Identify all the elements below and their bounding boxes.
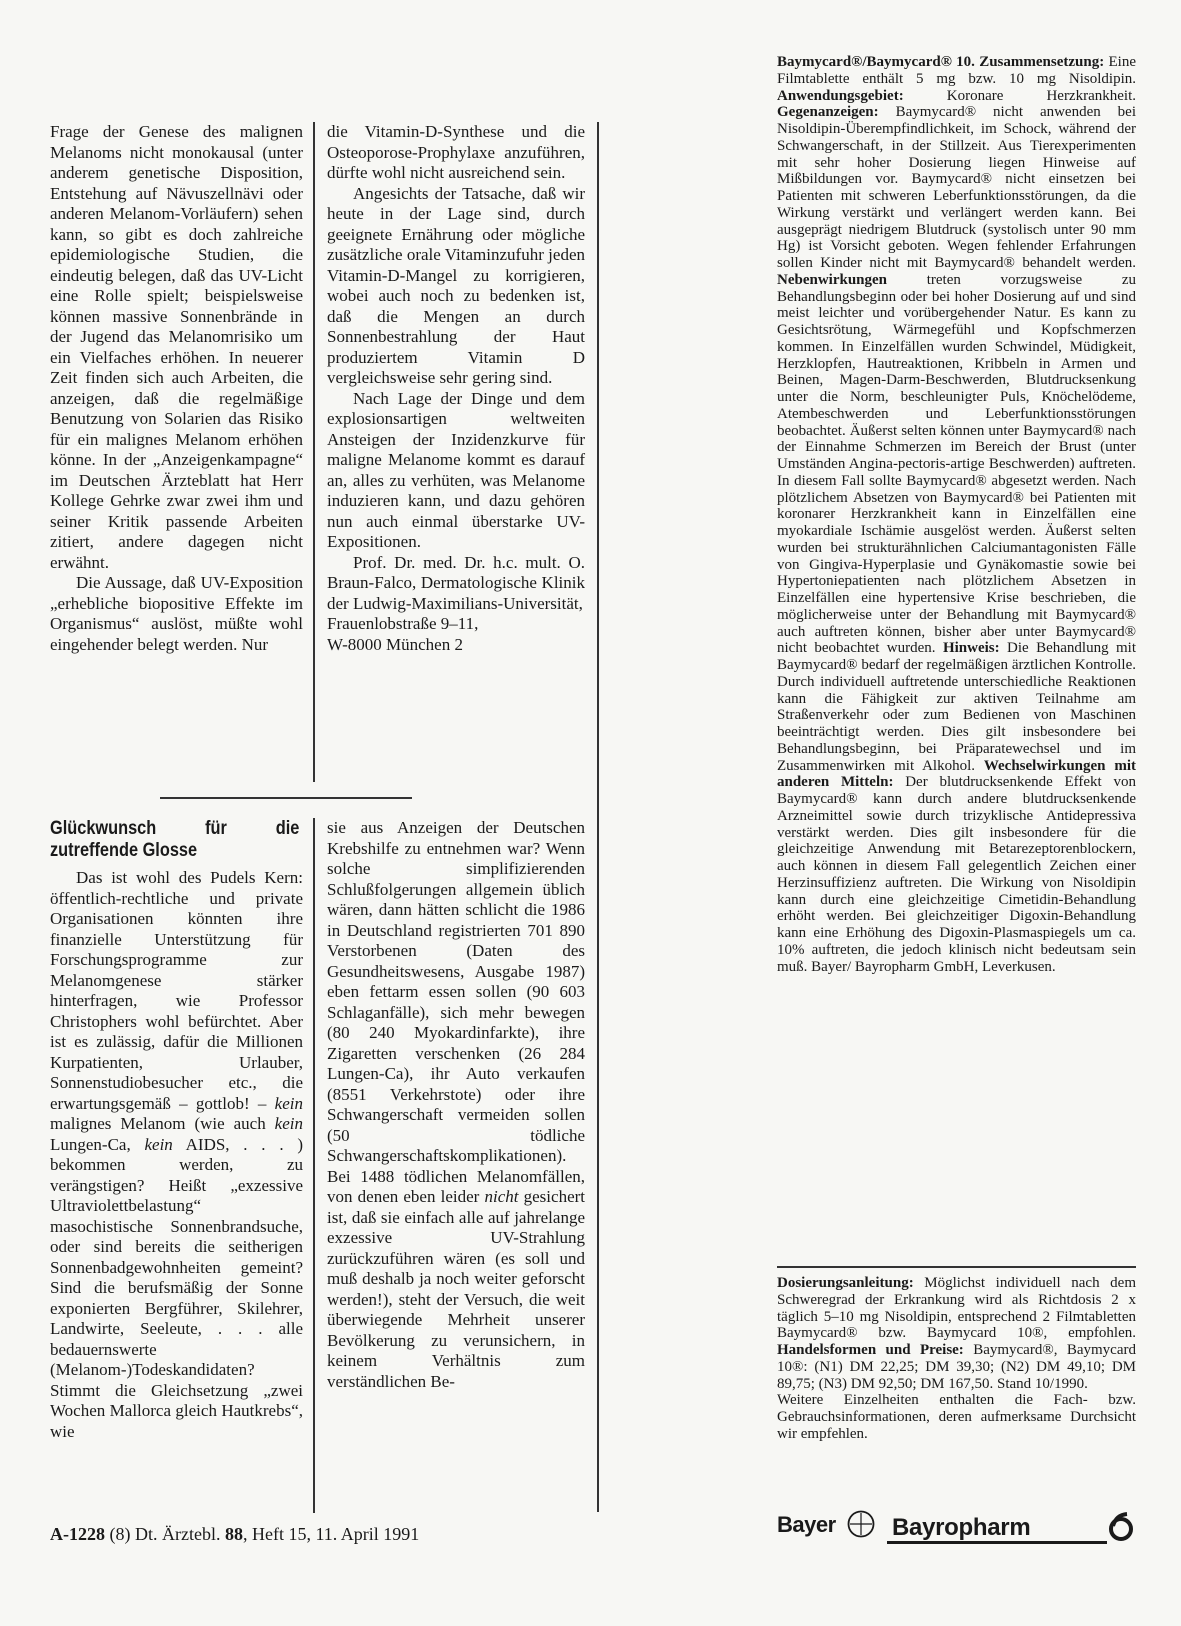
letter1-column-right <box>327 122 585 655</box>
bayer-cross-logo-icon <box>847 1510 875 1538</box>
column-divider <box>313 122 315 782</box>
letter1-paragraph: Frage der Genese des malignen Melanoms nicht monokausal (unter anderem genetische Disposition, Entstehung auf Nävuszellnävi oder anderen Melanom-Vorläufern) sehen kann, so gibt es doch zahlreiche epidemiologische Studien, die eindeutig belegen, daß das UV-Licht eine Rolle spielt; beispielsweise können massive Sonnenbrände in der Jugend das Melanomrisiko um ein Vielfaches erhöhen. In neuerer Zeit finden sich auch Arbeiten, die anzeigen, daß die regelmäßige Benutzung von Solarien das Risiko für ein malignes Melanom erhöhen könne. In der „Anzeigenkampagne“ im Deutschen Ärzteblatt hat Herr Kollege Gehrke zwar zwei ihm und seiner Kritik passende Arbeiten zitiert, andere dagegen nicht erwähnt. <box>50 122 303 572</box>
letter1-signature: Prof. Dr. med. Dr. h.c. mult. O. Braun-Falco, Dermatologische Klinik der Ludwig-Maximilians-Universität, <box>327 552 585 613</box>
letter1-city: W-8000 München 2 <box>327 634 463 654</box>
advertiser-logos <box>777 1510 1136 1546</box>
letter2-headline: Glückwunsch für die zutreffende Glosse <box>50 818 300 861</box>
letter1-paragraph: die Vitamin-D-Synthese und die Osteoporose-Prophylaxe anzuführen, dürfte wohl nicht ausreichend sein. <box>327 122 585 182</box>
letter1-paragraph: Die Aussage, daß UV-Exposition „erhebliche biopositive Effekte im Organismus“ auslöst, müßte wohl eingehender belegt werden. Nur <box>50 573 303 654</box>
drug-info-block: Baymycard®/Baymycard® 10. Zusammensetzung: Eine Filmtablette enthält 5 mg bzw. 10 mg Nisoldipin. Anwendungsgebiet: Koronare Herzkrankheit. Gegenanzeigen: Baymycard® nicht anwenden bei Nisoldipin-Überempfindlichkeit, im Schock, während der Schwangerschaft, in der Stillzeit. Aus Tierexperimenten mit sehr hoher Dosierung liegen Hinweise auf Mißbildungen vor. Baymycard® nicht einsetzen bei Patienten mit schweren Leberfunktionsstörungen, da die Wirkung verstärkt und verlängert werden kann. Bei ausgeprägt niedrigem Blutdruck (systolisch unter 90 mm Hg) ist Vorsicht geboten. Wegen fehlender Erfahrungen sollen Kinder nicht mit Baymycard® behandelt werden. Nebenwirkungen treten vorzugsweise zu Behandlungsbeginn oder bei hoher Dosierung auf und sind meist leichter und vorübergehender Natur. Es kann zu Gesichtsrötung, Wärmegefühl und Kopfschmerzen kommen. In Einzelfällen wurden Schwindel, Müdigkeit, Herzklopfen, Hautreaktionen, Kribbeln in Armen und Beinen, Magen-Darm-Beschwerden, Blutdrucksenkung unter die Norm, beschleunigter Puls, Knöchelödeme, Atembeschwerden und Leberfunktionsstörungen beobachtet. Äußerst selten können unter Baymycard® nach der Einnahme Schmerzen im Bereich der Brust (unter Umständen Angina-pectoris-artige Beschwerden) auftreten. In diesem Fall sollte Baymycard® abgesetzt werden. Nach plötzlichem Absetzen von Baymycard® bei Patienten mit koronarer Herzkrankheit kann in Einzelfällen eine myokardiale Ischämie ausgelöst werden. Äußerst selten wurden bei strukturähnlichen Calciumantagonisten Fälle von Gingiva-Hyperplasie und Gynäkomastie sowie bei Hypertoniepatienten nach plötzlichem Absetzen in Einzelfällen eine hypertensive Krise beschrieben, die möglicherweise unter der Behandlung mit Baymycard® auch auftreten können, bisher aber unter Baymycard® nicht beobachtet wurden. Hinweis: Die Behandlung mit Baymycard® bedarf der regelmäßigen ärztlichen Kontrolle. Durch individuell auftretende unterschiedliche Reaktionen kann die Fähigkeit zur aktiven Teilnahme am Straßenverkehr oder zum Bedienen von Maschinen beeinträchtigt werden. Dies gilt insbesondere bei Behandlungsbeginn, bei Präparatewechsel und im Zusammenwirken mit Alkohol. Wechselwirkungen mit anderen Mitteln: Der blutdrucksenkende Effekt von Baymycard® kann durch andere blutdrucksenkende Arzneimittel sowie durch trizyklische Antidepressiva verstärkt werden. Dies gilt insbesondere für die gleichzeitige Anwendung mit Betarezeptorenblockern, auch können in diesem Fall gelegentlich Zeichen einer Herzinsuffizienz auftreten. Die Wirkung von Nisoldipin kann durch eine gleichzeitige Cimetidin-Behandlung erhöht werden. Bei gleichzeitiger Digoxin-Behandlung kann eine Erhöhung des Digoxin-Plasmaspiegels um ca. 10% auftreten, die jedoch klinisch nicht bedeutsam sein muß. Bayer/ Bayropharm GmbH, Leverkusen. <box>777 54 1136 975</box>
letter2-column-right <box>327 818 585 1392</box>
letter1-paragraph: Angesichts der Tatsache, daß wir heute in der Lage sind, durch geeignete Ernährung oder mögliche zusätzliche orale Vitaminzufuhr jeden Vitamin-D-Mangel zu korrigieren, wobei auch noch zu bedenken ist, daß die Mengen an durch Sonnenbestrahlung der Haut produziertem Vitamin D vergleichsweise sehr gering sind. <box>327 183 585 387</box>
letter1-paragraph: Nach Lage der Dinge und dem explosionsartigen weltweiten Ansteigen der Inzidenzkurve für maligne Melanome kommt es darauf an, alles zu verhüten, was Melanome induzieren kann, und dazu gehören nun auch einmal überstarke UV-Expositionen. <box>327 388 585 551</box>
page-footer: A-1228 (8) Dt. Ärztebl. 88, Heft 15, 11. April 1991 <box>50 1524 420 1544</box>
section-divider <box>777 1266 1136 1268</box>
letter1-column-left <box>50 122 303 655</box>
letter1-address: Frauenlobstraße 9–11, <box>327 614 479 633</box>
letter2-column-left <box>50 818 303 1442</box>
bayropharm-logo-text: Bayropharm <box>892 1514 1031 1541</box>
letter2-paragraph: sie aus Anzeigen der Deutschen Krebshilfe zu entnehmen war? Wenn solche simplifizierenden Schlußfolgerungen allgemein üblich wären, dann hätten schlicht die 1986 in Deutschland registrierten 701 890 Verstorbenen (Daten des Gesundheitswesens, Ausgabe 1987) eben fettarm essen sollen (90 603 Schlaganfälle), sich mehr bewegen (80 240 Myokardinfarkte), ihre Zigaretten verschenken (26 284 Lungen-Ca), ihr Auto verkaufen (8551 Verkehrstote) oder ihre Schwangerschaft vermeiden sollen (50 tödliche Schwangerschaftskomplikationen). Bei 1488 tödlichen Melanomfällen, von denen eben leider nicht gesichert ist, daß sie einfach alle auf jahrelange exzessive UV-Strahlung zurückzuführen wären (es soll und muß deshalb ja noch weiter geforscht werden!), steht der Versuch, die weit überwiegende Mehrheit unserer Bevölkerung zu verunsichern, in keinem Verhältnis zum verständlichen Be- <box>327 818 585 1391</box>
bayropharm-emblem-icon <box>1107 1512 1135 1542</box>
letter2-paragraph: Das ist wohl des Pudels Kern: öffentlich-rechtliche und private Organisationen könnten ihre finanzielle Unterstützung für Forschungsprogramme zur Melanomgenese stärker hinterfragen, wie Professor Christophers wohl befürchtet. Aber ist es zulässig, dafür die Millionen Kurpatienten, Urlauber, Sonnenstudiobesucher etc., die erwartungsgemäß – gottlob! – kein malignes Melanom (wie auch kein Lungen-Ca, kein AIDS, . . . ) bekommen werden, zu verängstigen? Heißt „exzessive Ultraviolettbelastung“ masochistische Sonnenbrandsuche, oder sind bereits die seitherigen Sonnenbadgewohnheiten gemeint? Sind die berufsmäßig der Sonne exponierten Bergführer, Skilehrer, Landwirte, Seeleute, . . . alle bedauernswerte (Melanom-)Todeskandidaten? Stimmt die Gleichsetzung „zwei Wochen Mallorca gleich Hautkrebs“, wie <box>50 868 303 1441</box>
column-divider <box>597 122 599 1512</box>
dosage-block: Dosierungsanleitung: Möglichst individuell nach dem Schweregrad der Erkrankung wird als Richtdosis 2 x täglich 5–10 mg Nisoldipin, entsprechend 2 Filmtabletten Baymycard® bzw. Baymycard 10®, empfohlen. Handelsformen und Preise: Baymycard®, Baymycard 10®: (N1) DM 22,25; DM 39,30; (N2) DM 49,10; DM 89,75; (N3) DM 92,50; DM 167,50. Stand 10/1990. Weitere Einzelheiten enthalten die Fach- bzw. Gebrauchsinformationen, deren aufmerksame Durchsicht wir empfehlen. <box>777 1275 1136 1442</box>
column-divider <box>313 818 315 1513</box>
bayer-logo-text: Bayer <box>777 1512 836 1537</box>
section-divider <box>160 797 412 799</box>
logo-underline <box>887 1541 1107 1544</box>
